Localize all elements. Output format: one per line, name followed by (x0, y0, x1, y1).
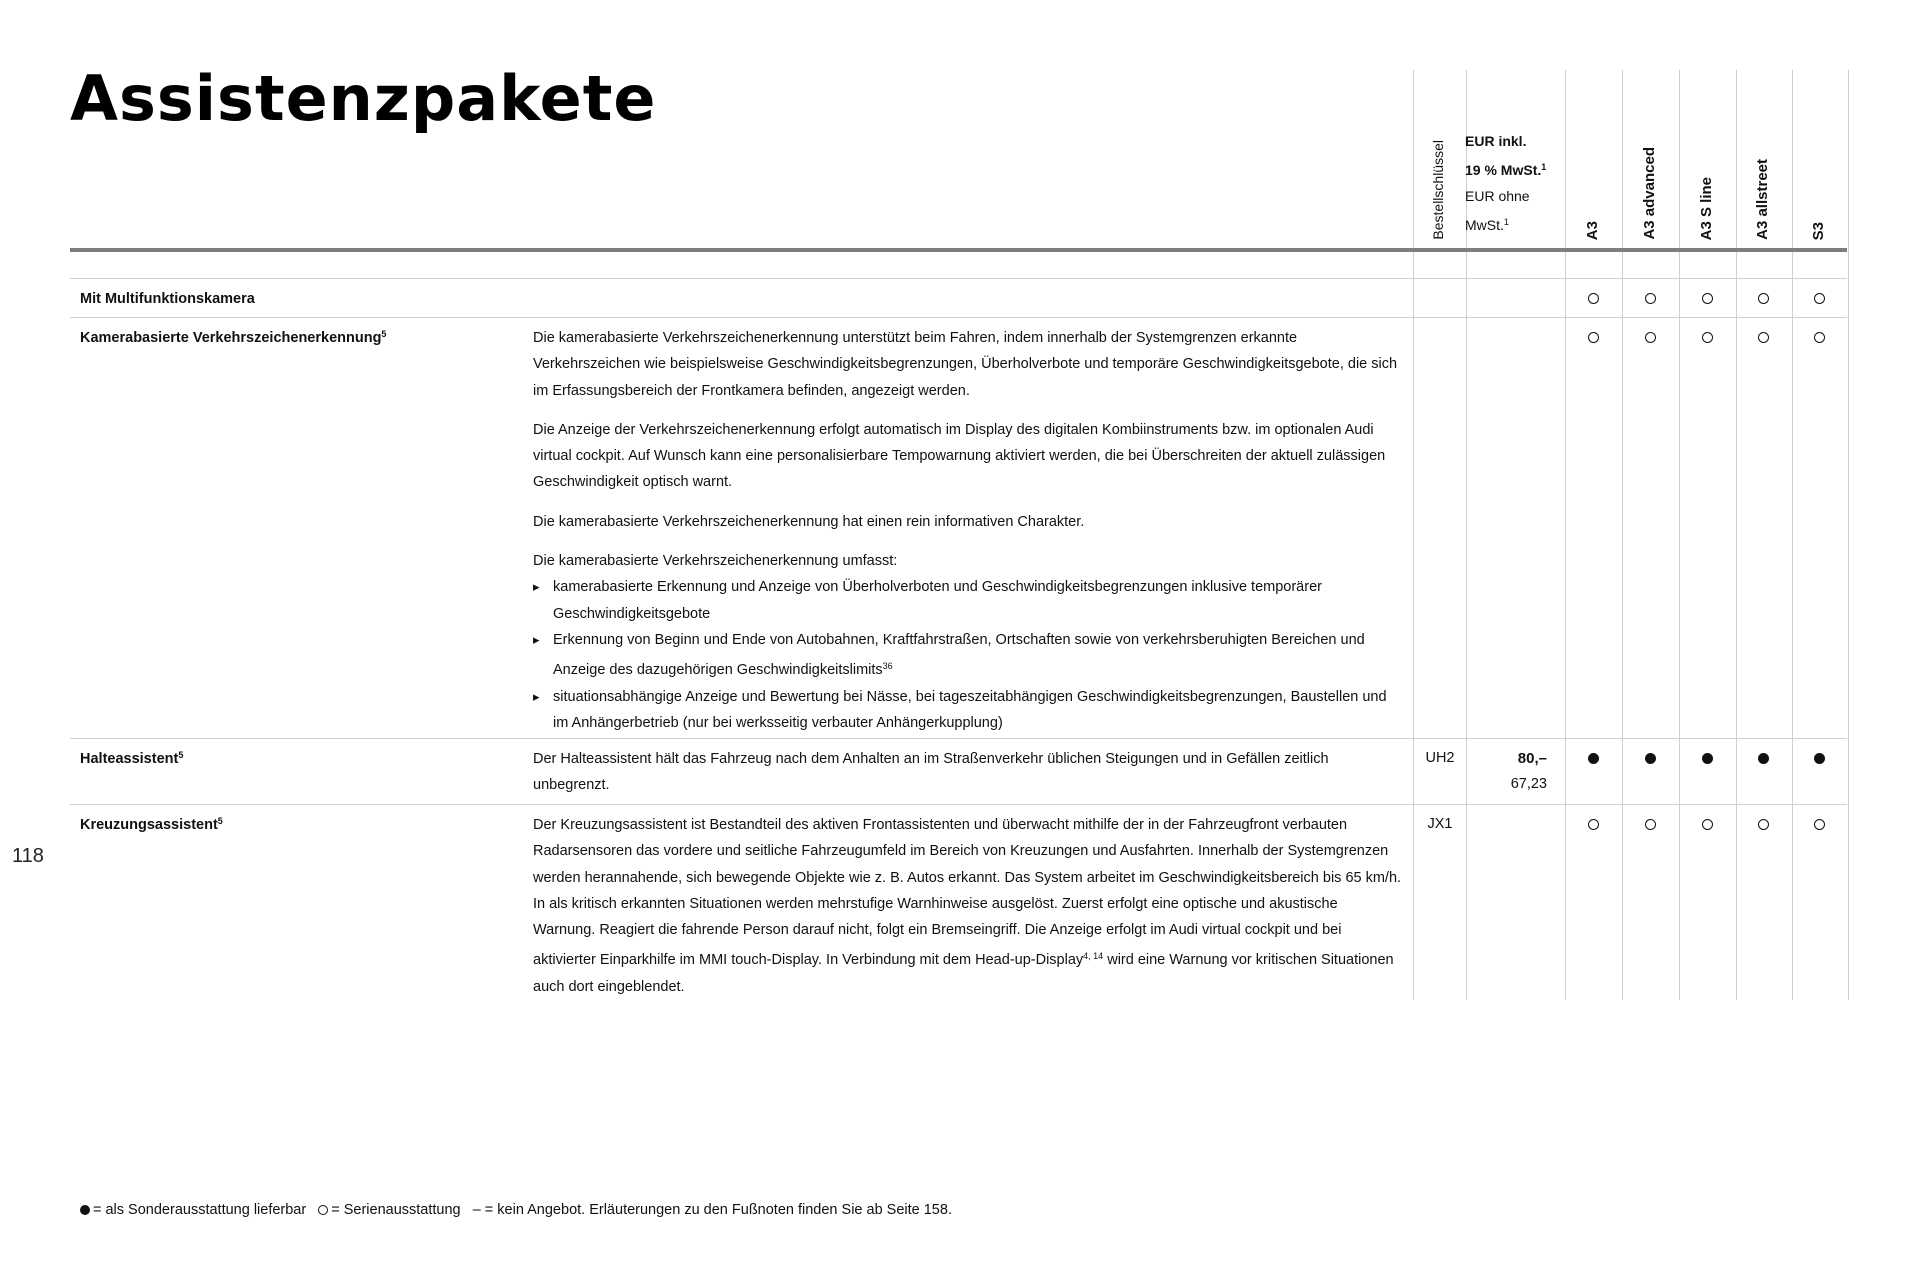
header-price-net-line1: EUR ohne (1465, 188, 1530, 204)
row-divider (70, 804, 1847, 805)
standard-equipment-icon (1588, 293, 1599, 304)
header-order-key: Bestellschlüssel (1430, 140, 1446, 240)
description-text: Der Kreuzungsassistent ist Bestandteil des aktiven Frontassistenten und überwacht mithilfe der in der Fahrzeugfront verbauten Radarsensoren das vordere und seitliche Fahrzeugumfeld im Bereich von Kreuzungen und Ausfahrten. Innerhalb der Systemgrenzen werden herannahende, sich bewegende Objekte wie z. B. Autos erkannt. Das System arbeitet im Geschwindigkeitsbereich bis 65 km/h. In als kritisch erkannten Situationen werden mehrstufige Warnhinweise ausgelöst. Zuerst erfolgt eine optische und akustische Warnung. Reagiert die fahrende Person darauf nicht, folgt ein Bremseingriff. Die Anzeige erfolgt im Audi virtual cockpit und bei aktivierter Einparkhilfe im MMI touch-Display. In Verbindung mit dem Head-up-Display (533, 817, 1402, 969)
column-divider (1565, 70, 1566, 1000)
column-divider (1736, 70, 1737, 1000)
standard-equipment-icon (1758, 819, 1769, 830)
legend (80, 1202, 952, 1218)
row-title-text: Mit Multifunktionskamera (80, 291, 255, 307)
standard-equipment-icon (1814, 819, 1825, 830)
header-price-gross-line1: EUR inkl. (1465, 133, 1527, 149)
standard-equipment-icon (1814, 293, 1825, 304)
standard-equipment-icon (1814, 332, 1825, 343)
list-item (533, 684, 1403, 737)
header-price-gross-line2: 19 % MwSt. (1465, 162, 1542, 178)
row-divider (70, 738, 1847, 739)
header-model-a3-advanced: A3 advanced (1641, 147, 1658, 240)
legend-standard: = Serienausstattung (331, 1202, 461, 1218)
standard-equipment-icon (1645, 819, 1656, 830)
description-paragraph: Die kamerabasierte Verkehrszeichenerkennung unterstützt beim Fahren, indem innerhalb der Systemgrenzen erkannte Verkehrszeichen wie beispielsweise Geschwindigkeitsbegrenzungen, Überholverbote und temporäre Geschwindigkeitsgebote, die sich im Erfassungsbereich der Frontkamera befinden, angezeigt werden. (533, 330, 1398, 399)
order-code: UH2 (1425, 750, 1455, 766)
standard-equipment-icon (318, 1205, 328, 1215)
standard-equipment-icon (1758, 293, 1769, 304)
optional-equipment-icon (1588, 753, 1599, 764)
row-title-text: Kreuzungsassistent (80, 817, 218, 833)
optional-equipment-icon (1758, 753, 1769, 764)
feature-list (533, 574, 1403, 736)
list-item (533, 574, 1403, 627)
list-item-text: Erkennung von Beginn und Ende von Autobahnen, Kraftfahrstraßen, Ortschaften sowie von verkehrsberuhigten Bereichen und Anzeige des dazugehörigen Geschwindigkeitslimits (553, 631, 1365, 679)
optional-equipment-icon (80, 1205, 90, 1215)
legend-optional: = als Sonderausstattung lieferbar (93, 1202, 307, 1218)
row-title (80, 329, 386, 346)
list-item-text: kamerabasierte Erkennung und Anzeige von Überholverboten und Geschwindigkeitsbegrenzungen inklusive temporärer Geschwindigkeitsgebote (553, 579, 1322, 622)
header-model-a3: A3 (1584, 220, 1601, 240)
standard-equipment-icon (1588, 332, 1599, 343)
column-divider (1413, 70, 1414, 1000)
footnote-ref: 5 (178, 750, 184, 760)
footnote-ref: 36 (882, 661, 893, 672)
header-price-net-line2: MwSt. (1465, 217, 1504, 233)
page-number: 118 (12, 845, 44, 867)
row-title (80, 816, 223, 833)
header-rule (70, 248, 1847, 252)
column-divider (1622, 70, 1623, 1000)
standard-equipment-icon (1702, 332, 1713, 343)
header-price (1465, 128, 1560, 238)
footnote-ref: 1 (1503, 217, 1509, 227)
footnote-ref: 1 (1541, 162, 1547, 172)
standard-equipment-icon (1645, 332, 1656, 343)
price-net: 67,23 (1510, 776, 1547, 792)
row-description (533, 746, 1403, 799)
row-title-text: Kamerabasierte Verkehrszeichenerkennung (80, 330, 382, 346)
standard-equipment-icon (1702, 293, 1713, 304)
standard-equipment-icon (1645, 293, 1656, 304)
legend-none: – = kein Angebot. Erläuterungen zu den Fußnoten finden Sie ab Seite 158. (472, 1202, 952, 1218)
header-model-a3-s-line: A3 S line (1698, 176, 1715, 240)
footnote-ref: 4, 14 (1083, 951, 1104, 962)
column-divider (1848, 70, 1849, 1000)
list-item (533, 627, 1403, 684)
row-divider (70, 317, 1847, 318)
description-paragraph: Der Halteassistent hält das Fahrzeug nach dem Anhalten an im Straßenverkehr üblichen Steigungen und in Gefällen zeitlich unbegrenzt. (533, 751, 1329, 794)
optional-equipment-icon (1702, 753, 1713, 764)
description-text: wird eine Warnung vor kritischen Situationen auch dort eingeblendet. (533, 952, 1394, 995)
standard-equipment-icon (1702, 819, 1713, 830)
column-divider (1679, 70, 1680, 1000)
row-description (533, 812, 1403, 1000)
row-divider (70, 278, 1847, 279)
standard-equipment-icon (1588, 819, 1599, 830)
row-title (80, 291, 255, 307)
row-title (80, 750, 183, 767)
column-divider (1792, 70, 1793, 1000)
footnote-ref: 5 (381, 329, 387, 339)
description-paragraph: Die Anzeige der Verkehrszeichenerkennung erfolgt automatisch im Display des digitalen Kombiinstruments bzw. im optionalen Audi virtual cockpit. Auf Wunsch kann eine personalisierbare Tempowarnung aktiviert werden, die bei Überschreiten der aktuell zulässigen Geschwindigkeit optisch warnt. (533, 421, 1386, 491)
description-paragraph: Die kamerabasierte Verkehrszeichenerkennung hat einen rein informativen Charakter. (533, 513, 1085, 530)
description-paragraph: Die kamerabasierte Verkehrszeichenerkennung umfasst: (533, 553, 898, 570)
header-model-a3-allstreet: A3 allstreet (1754, 159, 1771, 240)
optional-equipment-icon (1814, 753, 1825, 764)
header-model-s3: S3 (1810, 221, 1827, 240)
row-description (533, 325, 1403, 736)
page-title: Assistenzpakete (70, 62, 657, 135)
footnote-ref: 5 (217, 816, 223, 826)
standard-equipment-icon (1758, 332, 1769, 343)
description-paragraph (533, 812, 1403, 1000)
list-item-text: situationsabhängige Anzeige und Bewertung bei Nässe, bei tageszeitabhängigen Geschwindigkeitsbegrenzungen, Baustellen und im Anhängerbetrieb (nur bei werksseitig verbauter Anhängerkupplung) (553, 688, 1387, 731)
row-title-text: Halteassistent (80, 751, 179, 767)
price-gross: 80,– (1517, 750, 1547, 767)
optional-equipment-icon (1645, 753, 1656, 764)
order-code: JX1 (1427, 816, 1453, 832)
